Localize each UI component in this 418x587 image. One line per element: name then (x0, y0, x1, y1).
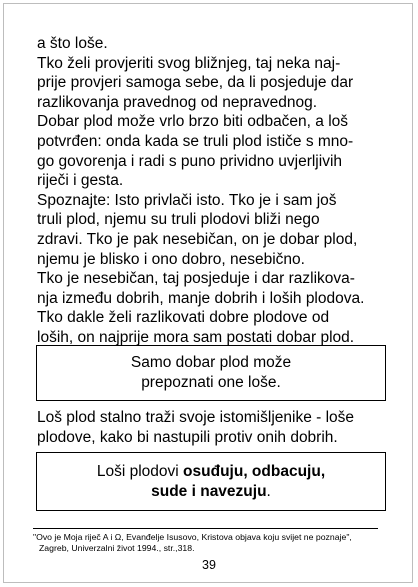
footnote-divider (33, 528, 378, 529)
footnote-line: "Ovo je Moja riječ A i Ω, Evanđelje Isusovo, Kristova objava koju svijet ne poznaje", (33, 532, 352, 542)
text-line: riječi i gesta. (37, 172, 124, 190)
callout-box-bad-fruit (36, 452, 386, 511)
text-line: njemu je blisko i ono dobro, nesebično. (37, 250, 305, 268)
text-line: razlikovanja pravednog od nepravednog. (37, 93, 318, 111)
text-line: Tko je nesebičan, taj posjeduje i dar razlikova- (37, 270, 355, 288)
callout-text: . (266, 482, 271, 500)
text-line: loših, on najprije mora sam postati dobar plod. (37, 328, 355, 346)
callout-line (37, 462, 385, 482)
text-line: prije provjeri samoga sebe, da li posjeduje dar (37, 74, 354, 92)
text-line: plodove, kako bi nastupili protiv onih dobrih. (37, 428, 338, 446)
callout-bold-text: osuđuju, odbacuju, (183, 463, 326, 480)
text-line: Tko dakle želi razlikovati dobre plodove od (37, 309, 330, 327)
callout-text: Loši plodovi (96, 463, 184, 480)
text-line: truli plod, njemu su truli plodovi bliži nego (37, 211, 320, 229)
text-line: Dobar plod može vrlo brzo biti odbačen, a loš (37, 113, 349, 131)
footnote (33, 532, 383, 554)
text-line: go govorenja i radi s puno prividno uvjerljivih (37, 152, 343, 170)
footnote-line: Zagreb, Univerzalni život 1994., str.,318. (39, 543, 195, 553)
text-line: Spoznajte: Isto privlači isto. Tko je i sam još (37, 191, 337, 209)
page-number: 39 (202, 558, 216, 572)
text-line: zdravi. Tko je pak nesebičan, on je dobar plod, (37, 230, 358, 248)
body-text (37, 34, 387, 348)
callout-line (37, 482, 385, 502)
callout-bold-text: sude i navezuju (151, 482, 267, 500)
callout-line: prepoznati one loše. (141, 373, 281, 391)
text-line: Tko želi provjeriti svog bližnjeg, taj neka naj- (37, 54, 341, 72)
callout-box-good-fruit (36, 345, 386, 401)
callout-line: Samo dobar plod može (130, 354, 292, 371)
text-line: nja između dobrih, manje dobrih i loših plodova. (37, 289, 365, 307)
text-line: potvrđen: onda kada se truli plod ističe s mno- (37, 132, 354, 150)
text-line: Loš plod stalno traži svoje istomišljenike - loše (37, 409, 355, 426)
text-line: a što loše. (37, 35, 108, 52)
body-text-continued (37, 408, 387, 447)
